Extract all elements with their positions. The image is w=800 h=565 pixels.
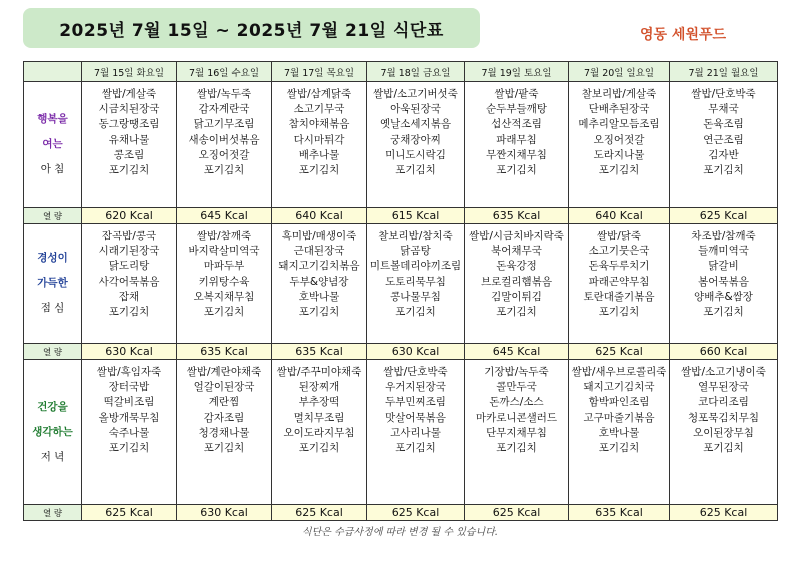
menu-item: 열무된장국 <box>698 381 749 394</box>
menu-item: 함박파인조림 <box>588 396 650 409</box>
menu-item: 단무지채무침 <box>486 426 547 439</box>
menu-item: 돼지고기김치국 <box>583 381 655 394</box>
calorie-value: 635 Kcal <box>177 344 272 360</box>
menu-item: 무짠지채무침 <box>486 148 547 161</box>
menu-item: 고구마줄기볶음 <box>583 411 655 424</box>
menu-item: 도라지나물 <box>593 148 645 161</box>
menu-item: 포기김치 <box>203 306 245 319</box>
menu-item: 오이된장무침 <box>693 426 754 439</box>
menu-item: 파래무침 <box>496 133 537 146</box>
menu-cell <box>465 360 569 505</box>
menu-item: 북어채무국 <box>491 245 542 258</box>
menu-item: 멸치무조림 <box>293 411 345 424</box>
menu-item: 옛날소세지볶음 <box>379 118 451 131</box>
meal-label <box>24 360 82 505</box>
menu-item: 포기김치 <box>203 442 245 455</box>
menu-item: 돈육조림 <box>703 118 744 131</box>
calorie-value: 625 Kcal <box>82 505 177 521</box>
calorie-value: 635 Kcal <box>465 208 569 224</box>
menu-item: 호박나물 <box>298 290 340 303</box>
day-header: 7월 18일 금요일 <box>367 62 465 82</box>
day-header-row <box>24 62 778 82</box>
menu-item: 메추리알모듬조림 <box>578 118 660 131</box>
menu-item: 근대된장국 <box>293 245 345 258</box>
menu-item: 포기김치 <box>598 306 640 319</box>
menu-item: 찰보리밥/참치죽 <box>378 230 453 242</box>
menu-item: 닭도리탕 <box>108 260 150 273</box>
page-title: 2025년 7월 15일 ~ 2025년 7월 21일 식단표 <box>23 8 480 48</box>
menu-cell <box>272 360 367 505</box>
menu-item: 오복지채무침 <box>193 290 255 303</box>
menu-item: 쌀밥/흑임자죽 <box>96 366 162 378</box>
meal-row <box>24 360 778 505</box>
menu-item: 코다리조림 <box>698 396 749 409</box>
menu-item: 잡채 <box>118 290 140 303</box>
menu-item: 유채나물 <box>108 133 150 146</box>
calorie-value: 640 Kcal <box>272 208 367 224</box>
menu-item: 포기김치 <box>496 306 537 319</box>
menu-item: 청포묵김치무침 <box>687 411 759 424</box>
menu-cell <box>465 82 569 208</box>
calorie-value: 645 Kcal <box>177 208 272 224</box>
calorie-value: 635 Kcal <box>569 505 670 521</box>
menu-item: 포기김치 <box>298 306 340 319</box>
meal-label-line: 경성이 <box>37 252 68 264</box>
menu-item: 두부&양념장 <box>289 275 349 288</box>
meal-label-line: 가득한 <box>37 277 68 289</box>
calorie-value: 625 Kcal <box>569 344 670 360</box>
menu-cell <box>272 82 367 208</box>
menu-cell <box>569 82 670 208</box>
menu-item: 오이도라지무침 <box>283 426 355 439</box>
menu-item: 콩나물무침 <box>390 290 441 303</box>
menu-item: 김자반 <box>708 148 739 161</box>
menu-cell <box>177 82 272 208</box>
calorie-value: 630 Kcal <box>82 344 177 360</box>
menu-item: 떡갈비조림 <box>103 396 155 409</box>
meal-row <box>24 82 778 208</box>
menu-item: 소고기무국 <box>293 103 345 116</box>
menu-item: 단배추된장국 <box>588 103 650 116</box>
menu-cell <box>367 360 465 505</box>
menu-item: 쌀밥/닭죽 <box>596 230 642 242</box>
menu-item: 쌀밥/단호박죽 <box>383 366 448 378</box>
menu-item: 부추장떡 <box>298 396 340 409</box>
calorie-value: 615 Kcal <box>367 208 465 224</box>
menu-item: 김말이튀김 <box>491 290 542 303</box>
menu-item: 쌀밥/계란야채죽 <box>186 366 262 378</box>
menu-item: 쌀밥/소고기버섯죽 <box>373 88 458 100</box>
menu-item: 봄어묵볶음 <box>698 275 749 288</box>
menu-item: 양배추&쌈장 <box>694 290 753 303</box>
day-header: 7월 19일 토요일 <box>465 62 569 82</box>
day-header: 7월 16일 수요일 <box>177 62 272 82</box>
menu-item: 브로컬리햄볶음 <box>480 275 552 288</box>
menu-item: 아욱된장국 <box>390 103 441 116</box>
menu-item: 닭갈비 <box>708 260 739 273</box>
meal-label-line: 저 녁 <box>40 450 65 463</box>
menu-item: 다시마튀각 <box>293 133 345 146</box>
menu-item: 쌀밥/삼계닭죽 <box>286 88 352 100</box>
menu-item: 포기김치 <box>496 164 537 177</box>
meal-label <box>24 82 82 208</box>
menu-item: 청경채나물 <box>198 426 250 439</box>
menu-item: 쌀밥/참깨죽 <box>196 230 252 242</box>
day-header: 7월 20일 일요일 <box>569 62 670 82</box>
menu-item: 바지락살미역국 <box>188 245 260 258</box>
meal-label-line: 아 침 <box>40 163 65 175</box>
menu-cell <box>272 224 367 344</box>
meal-label-line: 건강을 <box>37 400 68 413</box>
calorie-row <box>24 208 778 224</box>
menu-item: 숙주나물 <box>108 426 150 439</box>
menu-item: 쌀밥/시금치바지락죽 <box>469 230 564 242</box>
calorie-value: 625 Kcal <box>670 208 778 224</box>
menu-cell <box>367 224 465 344</box>
menu-item: 포기김치 <box>703 164 744 177</box>
menu-item: 감자계란국 <box>198 103 250 116</box>
menu-item: 찰보리밥/게살죽 <box>581 88 657 100</box>
menu-item: 궁채장아찌 <box>390 133 441 146</box>
menu-item: 콜만두국 <box>496 381 537 394</box>
menu-item: 장터국밥 <box>108 381 150 394</box>
menu-item: 잡곡밥/콩국 <box>101 230 157 242</box>
menu-item: 포기김치 <box>703 306 744 319</box>
menu-cell <box>177 224 272 344</box>
header-corner <box>24 62 82 82</box>
menu-item: 키위탕수육 <box>198 275 250 288</box>
menu-item: 된장찌개 <box>298 381 340 394</box>
menu-item: 오징어젓갈 <box>198 148 250 161</box>
calorie-row <box>24 344 778 360</box>
menu-item: 콩조림 <box>113 148 145 161</box>
menu-item: 감자조림 <box>203 411 245 424</box>
menu-item: 포기김치 <box>108 442 150 455</box>
menu-item: 포기김치 <box>108 306 150 319</box>
menu-item: 계란찜 <box>208 396 240 409</box>
menu-item: 얼갈이된장국 <box>193 381 255 394</box>
menu-item: 토란대줄기볶음 <box>583 290 655 303</box>
menu-cell <box>670 360 778 505</box>
meal-label-line: 행복을 <box>37 113 68 125</box>
menu-item: 호박나물 <box>598 426 640 439</box>
calorie-value: 625 Kcal <box>670 505 778 521</box>
calorie-value: 625 Kcal <box>272 505 367 521</box>
menu-item: 돈육두루치기 <box>588 260 650 273</box>
menu-item: 소고기뭇은국 <box>588 245 650 258</box>
menu-item: 시금치된장국 <box>98 103 160 116</box>
menu-item: 쌀밥/단호박죽 <box>691 88 756 100</box>
menu-item: 무채국 <box>708 103 739 116</box>
menu-item: 닭고기무조림 <box>193 118 255 131</box>
calorie-row <box>24 505 778 521</box>
calorie-label: 열 량 <box>24 208 82 224</box>
day-header: 7월 21일 월요일 <box>670 62 778 82</box>
calorie-label: 열 량 <box>24 505 82 521</box>
calorie-value: 630 Kcal <box>177 505 272 521</box>
menu-item: 도토리묵무침 <box>385 275 446 288</box>
menu-item: 포기김치 <box>203 164 245 177</box>
menu-item: 포기김치 <box>703 442 744 455</box>
menu-item: 파래곤약무침 <box>588 275 650 288</box>
menu-item: 닭곰탕 <box>400 245 431 258</box>
menu-item: 사각어묵볶음 <box>98 275 160 288</box>
calorie-value: 635 Kcal <box>272 344 367 360</box>
menu-item: 차조밥/참깨죽 <box>691 230 756 242</box>
menu-cell <box>670 82 778 208</box>
menu-item: 우거지된장국 <box>385 381 446 394</box>
menu-cell <box>670 224 778 344</box>
menu-cell <box>177 360 272 505</box>
menu-item: 오징어젓갈 <box>593 133 645 146</box>
day-header: 7월 15일 화요일 <box>82 62 177 82</box>
menu-item: 포기김치 <box>598 164 640 177</box>
calorie-value: 645 Kcal <box>465 344 569 360</box>
menu-item: 섭산적조림 <box>491 118 542 131</box>
calorie-value: 620 Kcal <box>82 208 177 224</box>
meal-row <box>24 224 778 344</box>
calorie-label: 열 량 <box>24 344 82 360</box>
menu-cell <box>367 82 465 208</box>
menu-table <box>23 61 778 521</box>
menu-item: 포기김치 <box>496 442 537 455</box>
menu-item: 연근조림 <box>703 133 744 146</box>
calorie-value: 625 Kcal <box>367 505 465 521</box>
menu-item: 포기김치 <box>298 442 340 455</box>
menu-item: 맛살어묵볶음 <box>385 411 446 424</box>
menu-item: 포기김치 <box>395 442 436 455</box>
footer-note: 식단은 수급사정에 따라 변경 될 수 있습니다. <box>301 527 499 538</box>
menu-item: 쌀밥/게살죽 <box>101 88 157 100</box>
menu-item: 흑미밥/매생이죽 <box>281 230 357 242</box>
menu-item: 마파두부 <box>203 260 245 273</box>
menu-item: 포기김치 <box>395 164 436 177</box>
menu-item: 쌀밥/녹두죽 <box>196 88 252 100</box>
menu-item: 포기김치 <box>298 164 340 177</box>
calorie-value: 660 Kcal <box>670 344 778 360</box>
meal-label <box>24 224 82 344</box>
menu-item: 순두부들깨탕 <box>486 103 547 116</box>
menu-item: 미트볼데리야끼조림 <box>369 260 462 273</box>
menu-cell <box>82 82 177 208</box>
calorie-value: 630 Kcal <box>367 344 465 360</box>
calorie-value: 625 Kcal <box>465 505 569 521</box>
menu-item: 새송이버섯볶음 <box>188 133 260 146</box>
day-header: 7월 17일 목요일 <box>272 62 367 82</box>
brand-name: 영동 세원푸드 <box>640 27 727 43</box>
menu-item: 포기김치 <box>108 164 150 177</box>
menu-item: 동그랑땡조림 <box>98 118 160 131</box>
menu-item: 쌀밥/팥죽 <box>494 88 539 100</box>
meal-label-line: 점 심 <box>40 302 65 314</box>
menu-item: 올방개묵무침 <box>98 411 160 424</box>
menu-item: 돼지고기김치볶음 <box>278 260 360 273</box>
meal-label-line: 여는 <box>42 138 63 150</box>
menu-item: 마카로니콘샐러드 <box>475 411 558 424</box>
menu-item: 기장밥/녹두죽 <box>484 366 549 378</box>
menu-cell <box>82 224 177 344</box>
menu-item: 미니도시락김 <box>385 148 446 161</box>
menu-item: 쌀밥/소고기냉이죽 <box>681 366 766 378</box>
menu-item: 고사리나물 <box>390 426 441 439</box>
menu-cell <box>82 360 177 505</box>
menu-cell <box>569 360 670 505</box>
calorie-value: 640 Kcal <box>569 208 670 224</box>
menu-item: 두부민찌조림 <box>385 396 446 409</box>
menu-item: 참치야채볶음 <box>288 118 350 131</box>
menu-cell <box>569 224 670 344</box>
menu-item: 돈까스/소스 <box>489 396 544 409</box>
menu-item: 시래기된장국 <box>98 245 160 258</box>
menu-item: 쌀밥/새우브로콜리죽 <box>571 366 667 378</box>
meal-label-line: 생각하는 <box>32 425 73 438</box>
menu-item: 포기김치 <box>395 306 436 319</box>
menu-cell <box>465 224 569 344</box>
menu-item: 돈육강정 <box>496 260 537 273</box>
menu-item: 쌀밥/주꾸미야채죽 <box>276 366 362 378</box>
menu-item: 배추나물 <box>298 148 340 161</box>
menu-item: 포기김치 <box>598 442 640 455</box>
menu-item: 들깨미역국 <box>698 245 749 258</box>
